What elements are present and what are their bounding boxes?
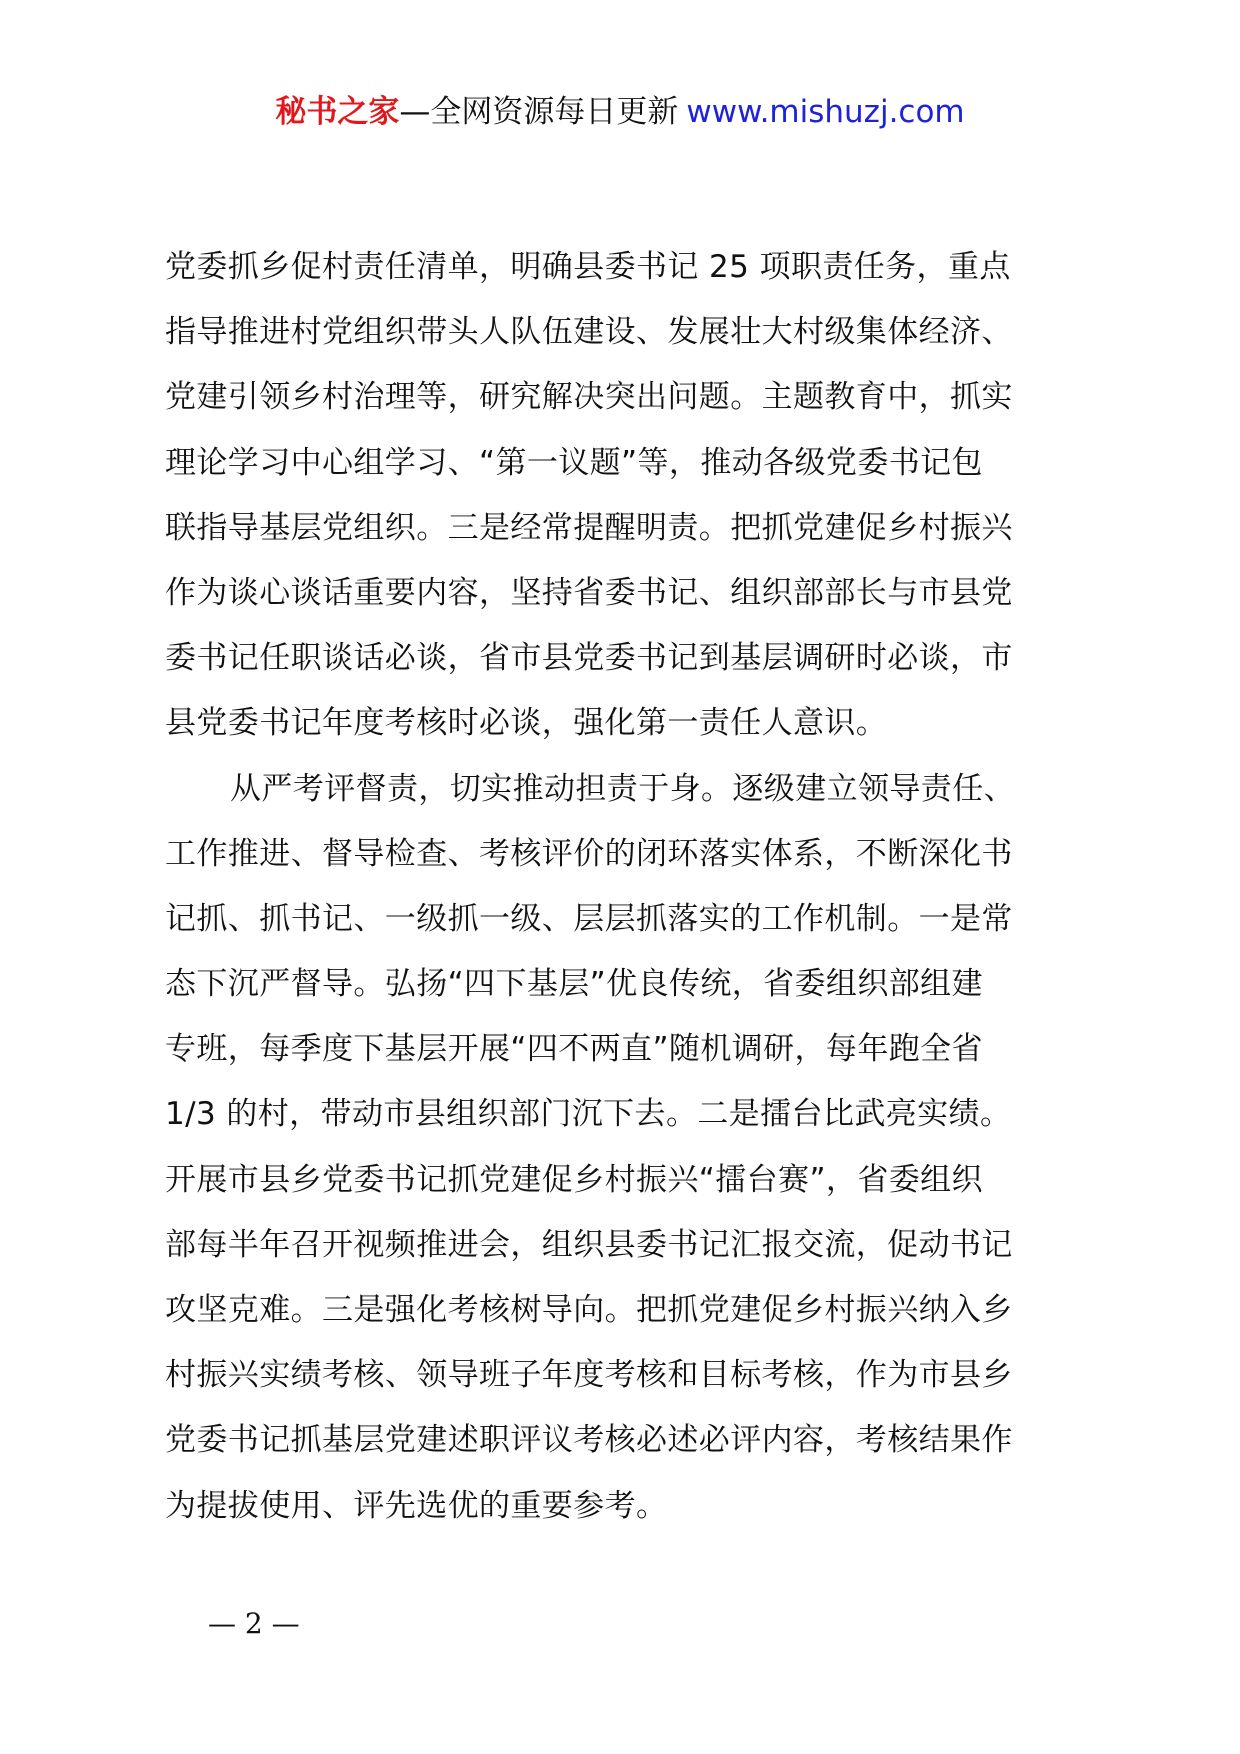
brand-name: 秘书之家 <box>275 94 400 130</box>
body-line: 党建引领乡村治理等，研究解决突出问题。主题教育中，抓实 <box>165 379 1013 416</box>
body-line: 为提拔使用、评先选优的重要参考。 <box>165 1487 668 1524</box>
body-line: 指导推进村党组织带头人队伍建设、发展壮大村级集体经济、 <box>165 314 1013 351</box>
body-line: 专班，每季度下基层开展“四不两直”随机调研，每年跑全省 <box>165 1031 983 1068</box>
body-line: 理论学习中心组学习、“第一议题”等，推动各级党委书记包 <box>165 444 983 481</box>
page-number: — 2 — <box>208 1607 300 1640</box>
body-line: 作为谈心谈话重要内容，坚持省委书记、组织部部长与市县党 <box>165 574 1013 611</box>
body-line: 开展市县乡党委书记抓党建促乡村振兴“擂台赛”，省委组织 <box>165 1161 983 1198</box>
body-line: 委书记任职谈话必谈，省市县党委书记到基层调研时必谈，市 <box>165 640 1013 677</box>
body-line: 党委书记抓基层党建述职评议考核必述必评内容，考核结果作 <box>165 1422 1013 1459</box>
body-line: 部每半年召开视频推进会，组织县委书记汇报交流，促动书记 <box>165 1226 1013 1263</box>
header-url[interactable]: www.mishuzj.com <box>686 94 965 130</box>
body-line: 县党委书记年度考核时必谈，强化第一责任人意识。 <box>165 705 888 742</box>
body-line: 村振兴实绩考核、领导班子年度考核和目标考核，作为市县乡 <box>165 1357 1013 1394</box>
body-line: 1/3 的村，带动市县组织部门沉下去。二是擂台比武亮实绩。 <box>165 1096 1012 1133</box>
body-line: 党委抓乡促村责任清单，明确县委书记 25 项职责任务，重点 <box>165 249 1011 285</box>
body-line: 态下沉严督导。弘扬“四下基层”优良传统，省委组织部组建 <box>165 966 983 1003</box>
body-line: 记抓、抓书记、一级抓一级、层层抓落实的工作机制。一是常 <box>165 900 1013 937</box>
body-line: 攻坚克难。三是强化考核树导向。把抓党建促乡村振兴纳入乡 <box>165 1292 1013 1328</box>
header-slogan: —全网资源每日更新 <box>399 94 679 130</box>
paragraph-start-line: 从严考评督责，切实推动担责于身。逐级建立领导责任、 <box>230 770 1015 807</box>
page-header <box>0 92 1240 132</box>
document-body <box>165 235 1083 1539</box>
body-line: 联指导基层党组织。三是经常提醒明责。把抓党建促乡村振兴 <box>165 509 1013 546</box>
body-line: 工作推进、督导检查、考核评价的闭环落实体系，不断深化书 <box>165 835 1013 872</box>
